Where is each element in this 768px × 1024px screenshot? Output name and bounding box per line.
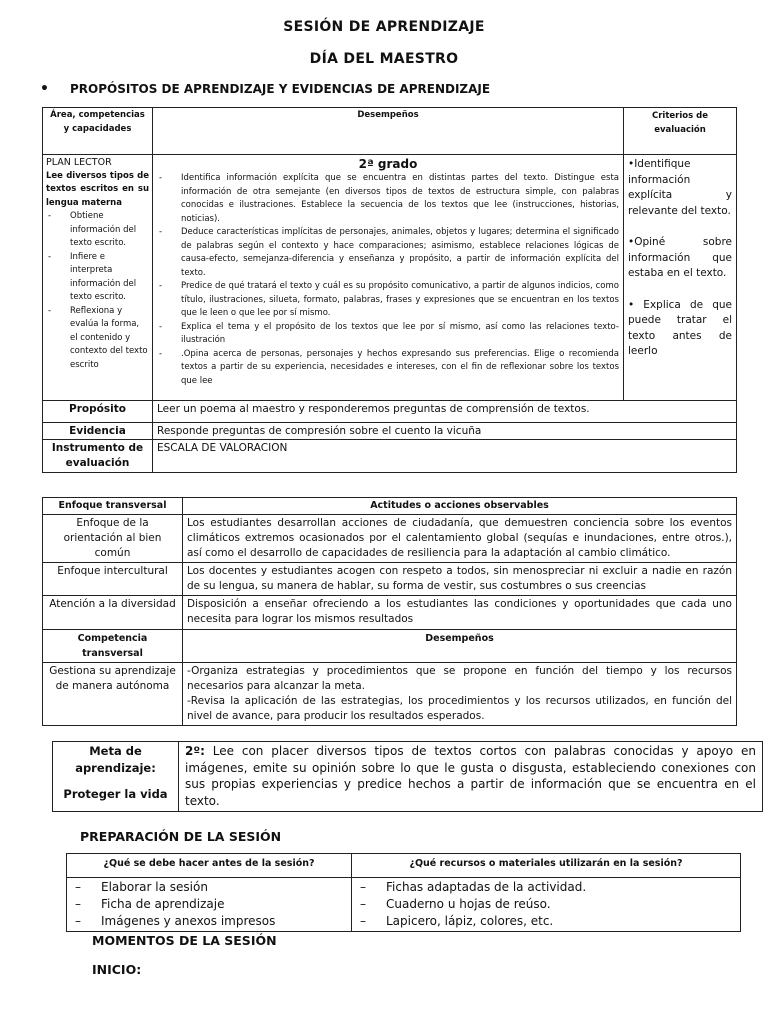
- inicio-title: INICIO:: [92, 962, 142, 977]
- preparacion-table: [66, 853, 741, 932]
- list-item: - .Opina acerca de personas, personajes y hechos expresando sus preferencias. Elige o recomienda textos a partir de su experiencia, necesidades e intereses, con el fin de reflexionar sobre los textos que lee: [157, 348, 619, 389]
- header-recursos: ¿Qué recursos o materiales utilizarán en la sesión?: [352, 854, 741, 878]
- meta-label: Meta de aprendizaje:: [75, 744, 156, 775]
- preparacion-title: PREPARACIÓN DE LA SESIÓN: [80, 829, 282, 844]
- competencia-name: Gestiona su aprendizaje de manera autónoma: [43, 663, 183, 726]
- instrumento-label: Instrumento de evaluación: [43, 440, 153, 473]
- list-item: - Obtiene información del texto escrito.: [46, 210, 149, 251]
- competencia-desempenos: [183, 663, 737, 726]
- list-item: – Imágenes y anexos impresos: [71, 913, 347, 930]
- list-item: - Explica el tema y el propósito de los textos que lee por sí mismo, así como las relaciones texto-ilustración: [157, 321, 619, 348]
- enfoque-actitud: Los docentes y estudiantes acogen con respeto a todos, sin menospreciar ni excluir a nadie en razón de su lengua, su manera de hablar, su forma de vestir, sus costumbres o sus creencias: [183, 563, 737, 596]
- header-area: Área, competencias y capacidades: [43, 108, 153, 155]
- criterio-item: •Identifique información explícita y relevante del texto.: [628, 158, 732, 217]
- list-item: - Reflexiona y evalúa la forma, el contenido y contexto del texto escrito: [46, 305, 149, 373]
- meta-grade: 2º:: [185, 744, 205, 758]
- antes-list: [71, 879, 347, 930]
- evidencia-value: Responde preguntas de compresión sobre el cuento la vicuña: [153, 423, 737, 440]
- list-item: – Cuaderno u hojas de reúso.: [356, 896, 736, 913]
- header-desempenos-transversal: Desempeños: [183, 630, 737, 663]
- criterio-item: • Explica de que puede tratar el texto antes de leerlo: [628, 298, 732, 357]
- list-item: - Identifica información explícita que se encuentra en distintas partes del texto. Distingue esta información de otra semejante (en diversos tipos de textos de estructura simple, con palabras conocidas e ilustraciones. Establece la secuencia de los textos que lee (instrucciones, historias, noticias).: [157, 172, 619, 226]
- enfoque-name: Atención a la diversidad: [43, 596, 183, 630]
- capacidades-list: [46, 210, 149, 372]
- enfoque-name: Enfoque de la orientación al bien común: [43, 515, 183, 563]
- enfoque-name: Enfoque intercultural: [43, 563, 183, 596]
- header-actitudes: Actitudes o acciones observables: [183, 498, 737, 515]
- meta-sublabel: Proteger la vida: [63, 787, 168, 801]
- header-competencia: Competencia transversal: [43, 630, 183, 663]
- bullet-icon: •: [40, 81, 49, 97]
- meta-text-cell: [179, 742, 763, 812]
- desempenos-cell: [153, 155, 624, 401]
- desempeno-item: -Organiza estrategias y procedimientos que se propone en función del tiempo y los recursos necesarios para alcanzar la meta.: [187, 665, 732, 692]
- proposito-label: Propósito: [43, 401, 153, 423]
- list-item: - Predice de qué tratará el texto y cuál es su propósito comunicativo, a partir de algunos indicios, como título, ilustraciones, silueta, formato, palabras, frases y expresiones que se encuentran en los textos que le leen o que lee por sí mismo.: [157, 280, 619, 321]
- criterios-cell: [624, 155, 737, 401]
- evidencia-label: Evidencia: [43, 423, 153, 440]
- list-item: – Ficha de aprendizaje: [71, 896, 347, 913]
- meta-table: [52, 741, 763, 812]
- section-heading-propositos: [40, 81, 490, 97]
- desempeno-item: -Revisa la aplicación de las estrategias, los procedimientos y los recursos utilizados, en función del nivel de avance, para producir los resultados esperados.: [187, 695, 732, 722]
- list-item: - Infiere e interpreta información del texto escrito.: [46, 251, 149, 305]
- list-item: – Elaborar la sesión: [71, 879, 347, 896]
- momentos-title: MOMENTOS DE LA SESIÓN: [92, 933, 277, 948]
- recursos-list: [356, 879, 736, 930]
- enfoque-actitud: Los estudiantes desarrollan acciones de ciudadanía, que demuestren conciencia sobre los eventos climáticos extremos ocasionados por el calentamiento global (sequías e inundaciones, entre otros.), así como el desarrollo de capacidades de resiliencia para la adaptación al cambio climático.: [183, 515, 737, 563]
- list-item: - Deduce características implícitas de personajes, animales, objetos y lugares; determina el significado de palabras según el contexto y hace comparaciones; asimismo, establece relaciones lógicas de causa-efecto, semejanza-diferencia y enseñanza y propósito, a partir de información explícita del texto.: [157, 226, 619, 280]
- list-item: – Fichas adaptadas de la actividad.: [356, 879, 736, 896]
- page-subtitle: DÍA DEL MAESTRO: [309, 51, 459, 67]
- criterio-item: •Opiné sobre información que estaba en el texto.: [628, 236, 732, 279]
- instrumento-value: ESCALA DE VALORACION: [153, 440, 737, 473]
- area-title: PLAN LECTOR: [46, 157, 112, 168]
- header-enfoque: Enfoque transversal: [43, 498, 183, 515]
- meta-label-cell: [53, 742, 179, 812]
- propositos-table: [42, 107, 737, 473]
- proposito-value: Leer un poema al maestro y responderemos preguntas de comprensión de textos.: [153, 401, 737, 423]
- antes-cell: [67, 878, 352, 932]
- desempenos-list: [157, 172, 619, 388]
- recursos-cell: [352, 878, 741, 932]
- enfoques-table: [42, 497, 737, 726]
- header-desempenos: Desempeños: [153, 108, 624, 155]
- area-cell: [43, 155, 153, 401]
- area-competencia: Lee diversos tipos de textos escritos en su lengua materna: [46, 170, 149, 208]
- meta-text: Lee con placer diversos tipos de textos cortos con palabras conocidas y apoyo en imágenes, emite su opinión sobre lo que le gusta o disgusta, estableciendo conexiones con sus propias experiencias y predice hechos a partir de información que se encuentra en el texto.: [185, 744, 756, 808]
- header-antes: ¿Qué se debe hacer antes de la sesión?: [67, 854, 352, 878]
- header-criterios: Criterios de evaluación: [624, 108, 737, 155]
- list-item: – Lapicero, lápiz, colores, etc.: [356, 913, 736, 930]
- enfoque-actitud: Disposición a enseñar ofreciendo a los estudiantes las condiciones y oportunidades que cada uno necesita para lograr los mismos resultados: [183, 596, 737, 630]
- section-heading-text: PROPÓSITOS DE APRENDIZAJE Y EVIDENCIAS DE APRENDIZAJE: [70, 82, 491, 96]
- page-title: SESIÓN DE APRENDIZAJE: [283, 19, 485, 35]
- grade-label: 2ª grado: [358, 157, 418, 171]
